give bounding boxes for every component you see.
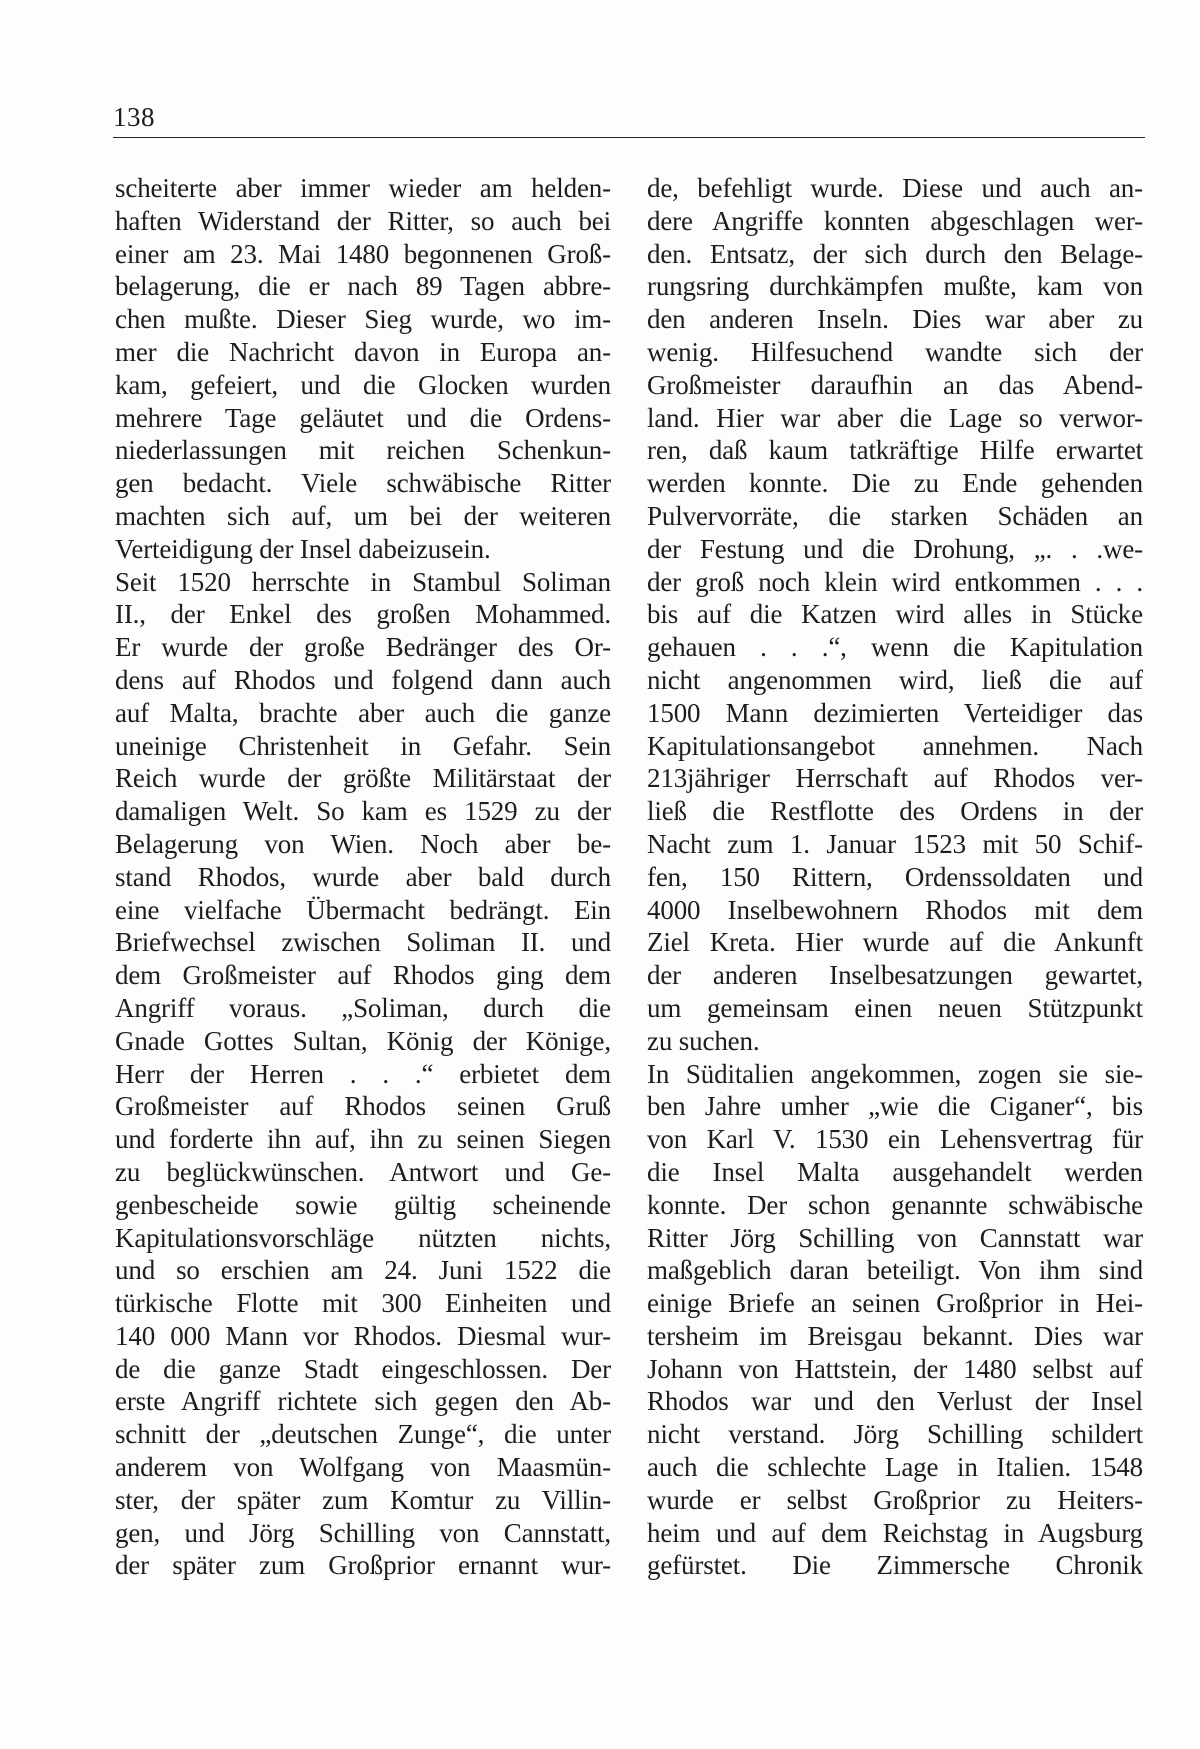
- text-line: stand Rhodos, wurde aber bald durch: [115, 861, 611, 892]
- text-line: anderem von Wolfgang von Maasmün-: [115, 1452, 611, 1483]
- text-line: rungsring durchkämpfen mußte, kam von: [647, 271, 1143, 302]
- text-line: und forderte ihn auf, ihn zu seinen Siegen: [115, 1124, 611, 1155]
- text-line: Seit 1520 herrschte in Stambul Soliman: [115, 566, 611, 597]
- text-line: bis auf die Katzen wird alles in Stücke: [647, 599, 1143, 630]
- text-line: von Karl V. 1530 ein Lehensvertrag für: [647, 1124, 1143, 1155]
- text-line: kam, gefeiert, und die Glocken wurden: [115, 369, 611, 400]
- text-line: de die ganze Stadt eingeschlossen. Der: [115, 1353, 611, 1384]
- text-line: dem Großmeister auf Rhodos ging dem: [115, 960, 611, 991]
- text-line: niederlassungen mit reichen Schenkun-: [115, 435, 611, 466]
- text-line: wurde er selbst Großprior zu Heiters-: [647, 1484, 1143, 1515]
- text-line: heim und auf dem Reichstag in Augsburg: [647, 1517, 1143, 1548]
- text-line: tersheim im Breisgau bekannt. Dies war: [647, 1320, 1143, 1351]
- text-line: scheiterte aber immer wieder am helden-: [115, 173, 611, 203]
- text-line: Nacht zum 1. Januar 1523 mit 50 Schif-: [647, 828, 1143, 859]
- text-line: erste Angriff richtete sich gegen den Ab-: [115, 1386, 611, 1417]
- text-line: ster, der später zum Komtur zu Villin-: [115, 1484, 611, 1515]
- text-line: Kapitulationsangebot annehmen. Nach: [647, 730, 1143, 761]
- text-line: Briefwechsel zwischen Soliman II. und: [115, 927, 611, 958]
- text-line: den anderen Inseln. Dies war aber zu: [647, 304, 1143, 335]
- text-line: türkische Flotte mit 300 Einheiten und: [115, 1288, 611, 1319]
- text-line: der anderen Inselbesatzungen gewartet,: [647, 960, 1143, 991]
- text-line: dens auf Rhodos und folgend dann auch: [115, 664, 611, 695]
- text-line: de, befehligt wurde. Diese und auch an-: [647, 173, 1143, 203]
- text-line: chen mußte. Dieser Sieg wurde, wo im-: [115, 304, 611, 335]
- text-line: damaligen Welt. So kam es 1529 zu der: [115, 796, 611, 827]
- text-line: den. Entsatz, der sich durch den Belage-: [647, 238, 1143, 269]
- text-line: Kapitulationsvorschläge nützten nichts,: [115, 1222, 611, 1253]
- text-line: land. Hier war aber die Lage so verwor-: [647, 402, 1143, 433]
- text-line: 213jähriger Herrschaft auf Rhodos ver-: [647, 763, 1143, 794]
- text-line: 4000 Inselbewohnern Rhodos mit dem: [647, 894, 1143, 925]
- text-line: Ziel Kreta. Hier wurde auf die Ankunft: [647, 927, 1143, 958]
- text-line: der später zum Großprior ernannt wur-: [115, 1550, 611, 1581]
- text-line: die Insel Malta ausgehandelt werden: [647, 1156, 1143, 1187]
- text-line: uneinige Christenheit in Gefahr. Sein: [115, 730, 611, 761]
- text-line: II., der Enkel des großen Mohammed.: [115, 599, 611, 630]
- page-number: 138: [113, 102, 155, 132]
- text-line: 1500 Mann dezimierten Verteidiger das: [647, 697, 1143, 728]
- text-line: wenig. Hilfesuchend wandte sich der: [647, 336, 1143, 367]
- text-line: In Süditalien angekommen, zogen sie sie-: [647, 1058, 1143, 1089]
- text-column-right: [647, 172, 1143, 1582]
- text-line: Angriff voraus. „Soliman, durch die: [115, 992, 611, 1023]
- text-line: Belagerung von Wien. Noch aber be-: [115, 828, 611, 859]
- text-line: Großmeister daraufhin an das Abend-: [647, 369, 1143, 400]
- text-line: gen bedacht. Viele schwäbische Ritter: [115, 468, 611, 499]
- text-line: belagerung, die er nach 89 Tagen abbre-: [115, 271, 611, 302]
- text-column-left: [115, 172, 611, 1582]
- text-line: nicht verstand. Jörg Schilling schildert: [647, 1419, 1143, 1450]
- text-line: der groß noch klein wird entkommen . . .: [647, 566, 1143, 597]
- text-line: machten sich auf, um bei der weiteren: [115, 500, 611, 531]
- text-line: konnte. Der schon genannte schwäbische: [647, 1189, 1143, 1220]
- text-line: um gemeinsam einen neuen Stützpunkt: [647, 992, 1143, 1023]
- text-line: zu suchen.: [647, 1025, 760, 1056]
- text-line: auch die schlechte Lage in Italien. 1548: [647, 1452, 1143, 1483]
- text-line: Herr der Herren . . .“ erbietet dem: [115, 1058, 611, 1089]
- text-line: Johann von Hattstein, der 1480 selbst auf: [647, 1353, 1143, 1384]
- text-line: Pulvervorräte, die starken Schäden an: [647, 500, 1143, 531]
- text-line: schnitt der „deutschen Zunge“, die unter: [115, 1419, 611, 1450]
- text-line: Gnade Gottes Sultan, König der Könige,: [115, 1025, 611, 1056]
- text-line: ließ die Restflotte des Ordens in der: [647, 796, 1143, 827]
- text-line: genbescheide sowie gültig scheinende: [115, 1189, 611, 1220]
- text-line: gefürstet. Die Zimmersche Chronik: [647, 1550, 1143, 1581]
- text-line: gen, und Jörg Schilling von Cannstatt,: [115, 1517, 611, 1548]
- text-line: mer die Nachricht davon in Europa an-: [115, 336, 611, 367]
- text-line: nicht angenommen wird, ließ die auf: [647, 664, 1143, 695]
- text-line: maßgeblich daran beteiligt. Von ihm sind: [647, 1255, 1143, 1286]
- text-line: gehauen . . .“, wenn die Kapitulation: [647, 632, 1143, 663]
- text-line: werden konnte. Die zu Ende gehenden: [647, 468, 1143, 499]
- text-line: fen, 150 Rittern, Ordenssoldaten und: [647, 861, 1143, 892]
- text-line: ren, daß kaum tatkräftige Hilfe erwartet: [647, 435, 1143, 466]
- text-line: einige Briefe an seinen Großprior in Hei-: [647, 1288, 1143, 1319]
- text-line: 140 000 Mann vor Rhodos. Diesmal wur-: [115, 1320, 611, 1351]
- text-line: ben Jahre umher „wie die Ciganer“, bis: [647, 1091, 1143, 1122]
- text-line: zu beglückwünschen. Antwort und Ge-: [115, 1156, 611, 1187]
- text-line: mehrere Tage geläutet und die Ordens-: [115, 402, 611, 433]
- text-line: Ritter Jörg Schilling von Cannstatt war: [647, 1222, 1143, 1253]
- text-line: einer am 23. Mai 1480 begonnenen Groß-: [115, 238, 611, 269]
- text-line: auf Malta, brachte aber auch die ganze: [115, 697, 611, 728]
- text-line: haften Widerstand der Ritter, so auch bei: [115, 205, 611, 236]
- header-rule: [113, 137, 1145, 138]
- text-line: und so erschien am 24. Juni 1522 die: [115, 1255, 611, 1286]
- text-line: Verteidigung der Insel dabeizusein.: [115, 533, 491, 564]
- text-line: Er wurde der große Bedränger des Or-: [115, 632, 611, 663]
- text-line: der Festung und die Drohung, „. . .we-: [647, 533, 1143, 564]
- text-line: Großmeister auf Rhodos seinen Gruß: [115, 1091, 611, 1122]
- text-line: Reich wurde der größte Militärstaat der: [115, 763, 611, 794]
- text-line: eine vielfache Übermacht bedrängt. Ein: [115, 894, 611, 925]
- text-line: Rhodos war und den Verlust der Insel: [647, 1386, 1143, 1417]
- text-line: dere Angriffe konnten abgeschlagen wer-: [647, 205, 1143, 236]
